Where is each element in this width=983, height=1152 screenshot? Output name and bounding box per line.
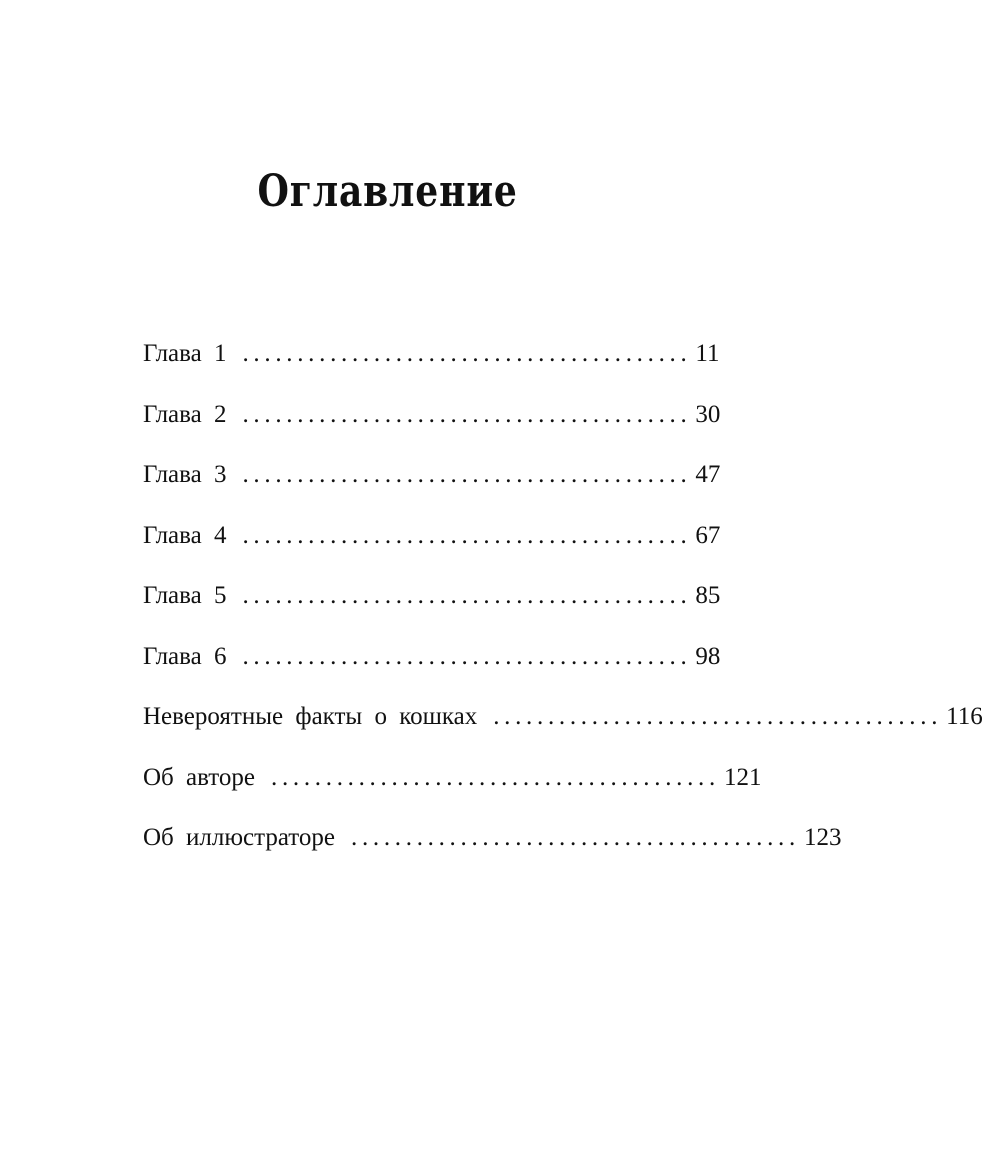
toc-entry-label: Об авторе [143, 763, 255, 791]
toc-page-number: 47 [695, 461, 721, 488]
toc-entry [143, 334, 720, 395]
toc-entry [143, 455, 721, 516]
toc-entry [143, 818, 842, 879]
toc-page-number: 121 [723, 763, 762, 791]
dot-leader: ......................................... [242, 461, 692, 488]
toc-entry-label: Глава 6 [143, 642, 227, 670]
toc-entry-label: Об иллюстраторе [143, 824, 335, 851]
toc-page-number: 123 [803, 824, 842, 851]
toc-entry [143, 395, 721, 456]
toc-entry [143, 576, 721, 637]
toc-page-number: 11 [695, 340, 720, 367]
dot-leader: ......................................... [242, 340, 692, 367]
dot-leader: ......................................... [271, 763, 720, 791]
dot-leader: ......................................... [351, 824, 800, 851]
toc-page-number: 98 [695, 642, 721, 670]
toc-page-number: 67 [695, 521, 721, 549]
toc-entry [143, 637, 721, 698]
dot-leader: ......................................... [242, 582, 692, 609]
toc-entry-label: Глава 4 [143, 521, 227, 549]
toc-entry-label: Невероятные факты о кошках [143, 703, 478, 730]
toc-page-number: 30 [695, 400, 721, 428]
page-title: Оглавление [257, 166, 518, 217]
dot-leader: ......................................... [242, 521, 692, 549]
toc-entry [143, 516, 721, 577]
toc-entry-label: Глава 1 [143, 340, 227, 367]
dot-leader: ......................................... [493, 703, 943, 730]
toc-entry-label: Глава 2 [143, 400, 227, 428]
dot-leader: ......................................... [242, 642, 692, 670]
table-of-contents [143, 334, 983, 879]
toc-entry-label: Глава 5 [143, 582, 227, 609]
toc-entry-label: Глава 3 [143, 461, 227, 488]
toc-entry [143, 697, 983, 758]
toc-entry [143, 758, 762, 819]
toc-page-number: 85 [695, 582, 721, 609]
toc-page-number: 116 [946, 703, 983, 730]
dot-leader: ......................................... [242, 400, 692, 428]
